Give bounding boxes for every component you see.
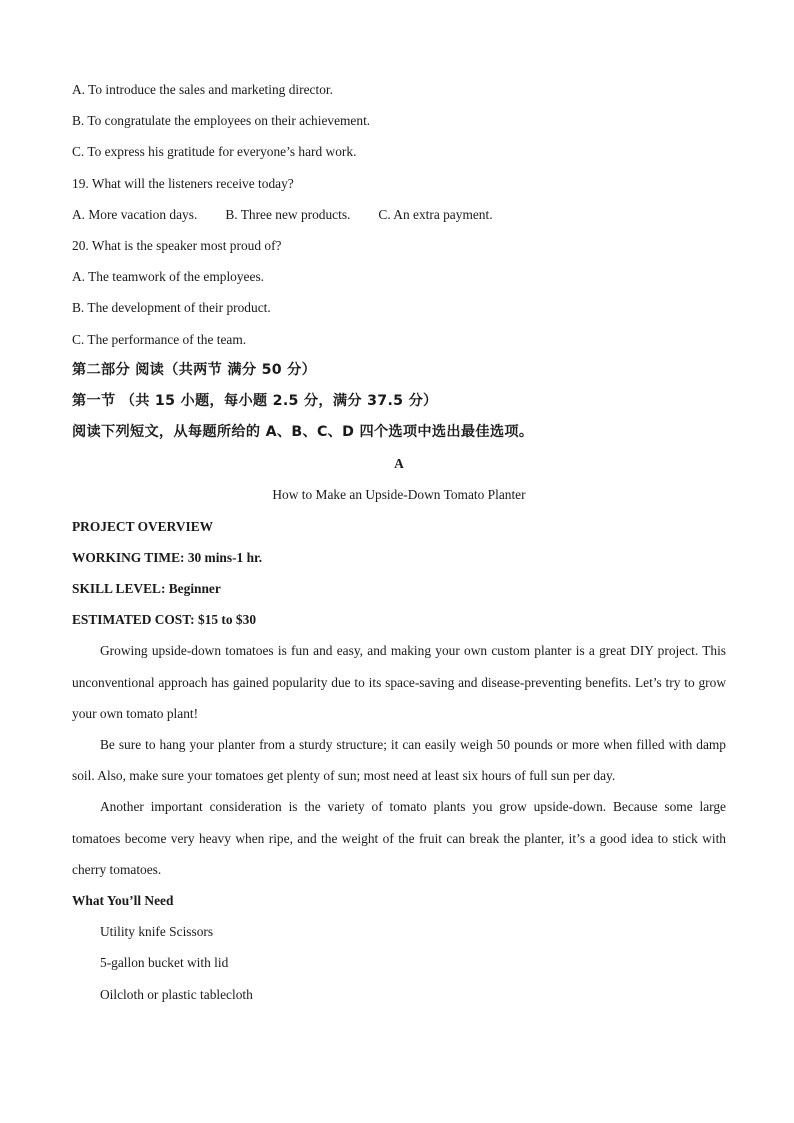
q20-option-c: C. The performance of the team. xyxy=(72,331,247,347)
q18-option-c: C. To express his gratitude for everyone’s hard work. xyxy=(72,144,357,160)
q19-option-c: C. An extra payment. xyxy=(378,206,493,222)
part-heading: 第二部分 阅读（共两节 满分 50 分） xyxy=(72,361,317,378)
exam-page xyxy=(72,74,726,1010)
q20-question: 20. What is the speaker most proud of? xyxy=(72,237,282,253)
q19-question: 19. What will the listeners receive today? xyxy=(72,175,294,191)
needs-item: Utility knife Scissors xyxy=(100,924,214,940)
q19-option-a: A. More vacation days. xyxy=(72,206,198,222)
q19-options xyxy=(72,199,726,230)
q19-option-b: B. Three new products. xyxy=(225,206,351,222)
needs-item: Oilcloth or plastic tablecloth xyxy=(100,986,253,1002)
q18-option-a: A. To introduce the sales and marketing director. xyxy=(72,82,333,97)
working-time: WORKING TIME: 30 mins-1 hr. xyxy=(72,549,263,565)
paragraph-3: Another important consideration is the variety of tomato plants you grow upside-down. Because some large tomatoes become very heavy when ripe, and the weight of the fruit can break the planter, it’s a good idea to stick with cherry tomatoes. xyxy=(72,799,726,877)
needs-item: 5-gallon bucket with lid xyxy=(100,955,229,971)
paragraph-1: Growing upside-down tomatoes is fun and easy, and making your own custom planter is a great DIY project. This unconventional approach has gained popularity due to its space-saving and disease-preventing benefits. Let’s try to grow your own tomato plant! xyxy=(72,643,726,721)
q20-option-b: B. The development of their product. xyxy=(72,300,271,316)
passage-letter: A xyxy=(394,456,404,472)
project-overview-label: PROJECT OVERVIEW xyxy=(72,518,214,534)
q18-option-b: B. To congratulate the employees on their achievement. xyxy=(72,113,371,129)
estimated-cost: ESTIMATED COST: $15 to $30 xyxy=(72,612,257,628)
q20-option-a: A. The teamwork of the employees. xyxy=(72,269,264,285)
skill-level: SKILL LEVEL: Beginner xyxy=(72,581,221,596)
passage-title: How to Make an Upside-Down Tomato Planter xyxy=(272,487,526,503)
needs-heading: What You’ll Need xyxy=(72,893,174,908)
instruction: 阅读下列短文，从每题所给的 A、B、C、D 四个选项中选出最佳选项。 xyxy=(72,424,534,441)
section-heading: 第一节 （共 15 小题，每小题 2.5 分，满分 37.5 分） xyxy=(72,392,438,409)
paragraph-2: Be sure to hang your planter from a sturdy structure; it can easily weigh 50 pounds or more when filled with damp soil. Also, make sure your tomatoes get plenty of sun; most need at least six hours of full sun per day. xyxy=(72,736,726,784)
